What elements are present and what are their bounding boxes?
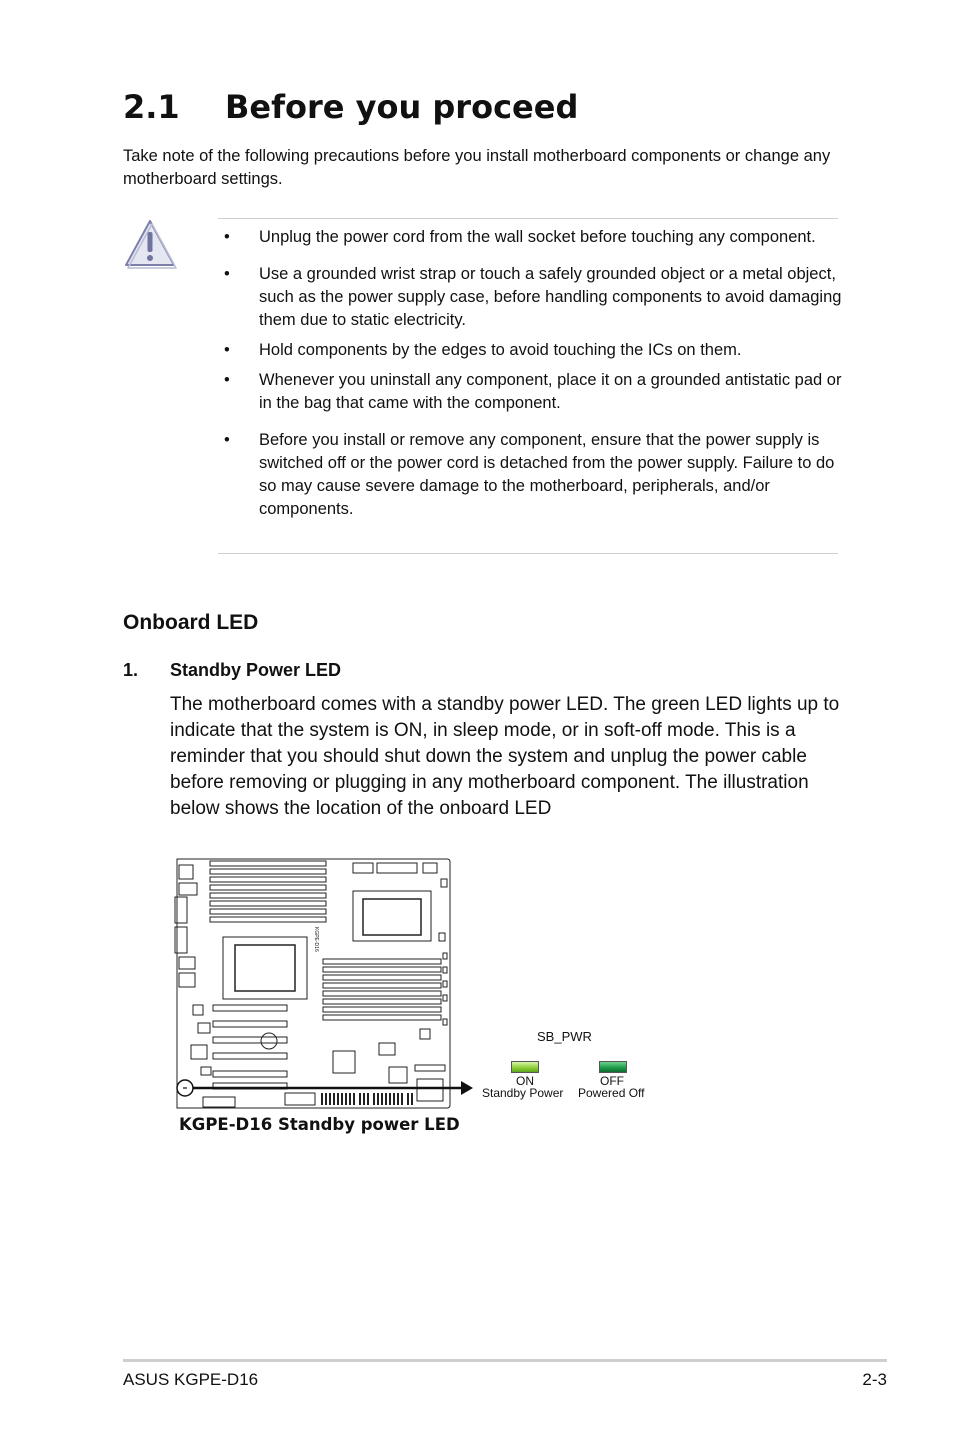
precaution-text: Whenever you uninstall any component, place it on a grounded antistatic pad or in the bag that came with the component.	[259, 371, 842, 412]
item-body: The motherboard comes with a standby power LED. The green LED lights up to indicate that the system is ON, in sleep mode, or in soft-off mode. This is a reminder that you should shut down the system and unplug the power cable before removing or plugging in any motherboard component. The illustration below shows the location of the onboard LED	[170, 694, 840, 819]
caution-bottom-rule	[218, 553, 838, 554]
io-port	[179, 865, 193, 879]
led-on-description: Standby Power	[482, 1086, 564, 1100]
section-title-text: Before you proceed	[225, 88, 579, 126]
footer-product: ASUS KGPE-D16	[123, 1370, 259, 1389]
dimm-slots-top	[210, 861, 326, 922]
intro-paragraph: Take note of the following precautions before you install motherboard components or change any motherboard settings.	[123, 147, 831, 188]
footer-page-number: 2-3	[862, 1370, 887, 1389]
io-port	[179, 883, 197, 895]
onboard-led-heading: Onboard LED	[123, 611, 259, 634]
led-name-label: SB_PWR	[537, 1029, 592, 1044]
led-off-description: Powered Off	[578, 1086, 645, 1100]
chipset	[333, 1051, 355, 1073]
precaution-list	[218, 226, 843, 521]
precaution-item	[218, 226, 843, 249]
section-title	[123, 88, 578, 126]
precaution-text: Use a grounded wrist strap or touch a safely grounded object or a metal object, such as the power supply case, before handling components to avoid damaging them due to static electricity.	[259, 265, 842, 329]
battery	[261, 1033, 277, 1049]
precaution-item	[218, 263, 843, 332]
precaution-item	[218, 369, 843, 415]
bullet: •	[224, 431, 230, 449]
led-on-label: ON	[516, 1074, 534, 1088]
item-number: 1.	[123, 660, 139, 680]
warning-triangle-icon	[123, 218, 177, 270]
caution-top-rule	[218, 218, 838, 219]
bullet: •	[224, 265, 230, 283]
precaution-item	[218, 429, 843, 521]
io-port	[179, 973, 195, 987]
pointer-arrow-head	[461, 1081, 473, 1095]
diagram-caption: KGPE-D16 Standby power LED	[179, 1115, 460, 1134]
dimm-slots-right	[323, 959, 441, 1020]
pcie-slots	[213, 1005, 287, 1089]
bullet: •	[224, 371, 230, 389]
led-off-label: OFF	[600, 1074, 624, 1088]
precaution-text: Unplug the power cord from the wall socket before touching any component.	[259, 228, 816, 246]
motherboard-diagram	[173, 855, 473, 1115]
precaution-text: Hold components by the edges to avoid touching the ICs on them.	[259, 341, 742, 359]
precaution-text: Before you install or remove any component, ensure that the power supply is switched off or the power cord is detached from the power supply. Failure to do so may cause severe damage to the motherboard, peripherals, and/or components.	[259, 431, 835, 518]
item-title: Standby Power LED	[170, 660, 342, 680]
io-port	[179, 957, 195, 969]
led-on-indicator	[511, 1061, 539, 1073]
led-off-indicator	[599, 1061, 627, 1073]
precaution-item	[218, 339, 843, 362]
footer-rule	[123, 1359, 887, 1362]
bullet: •	[224, 341, 230, 359]
section-number: 2.1	[123, 88, 180, 126]
bullet: •	[224, 228, 230, 246]
board-silk-label: KGPE-D16	[313, 927, 319, 952]
